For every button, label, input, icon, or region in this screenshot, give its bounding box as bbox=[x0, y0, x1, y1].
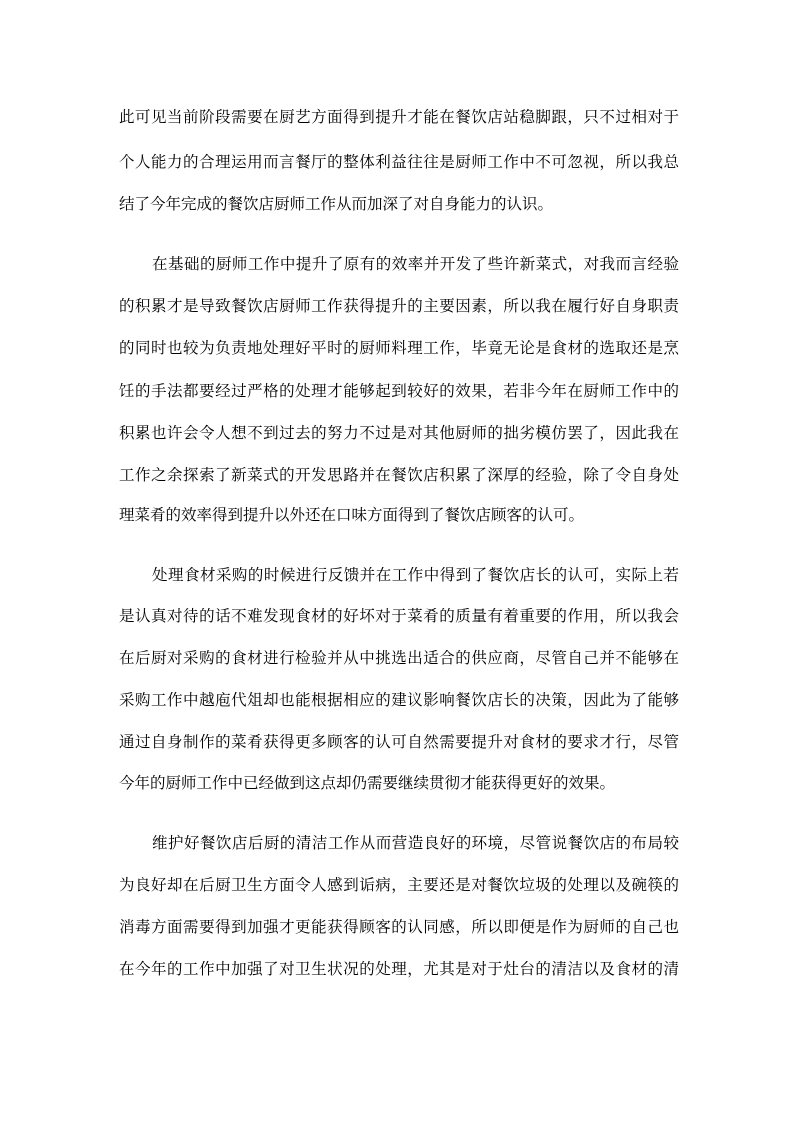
paragraph-2-line-1: 在基础的厨师工作中提升了原有的效率并开发了些许新菜式，对我而言经验 bbox=[152, 255, 679, 273]
paragraph-3-line-1: 处理食材采购的时候进行反馈并在工作中得到了餐饮店长的认可，实际上若 bbox=[152, 566, 679, 584]
paragraph-4-line-4: 在今年的工作中加强了对卫生状况的处理，尤其是对于灶台的清洁以及食材的清 bbox=[119, 960, 679, 978]
paragraph-2-line-7: 理菜肴的效率得到提升以外还在口味方面得到了餐饮店顾客的认可。 bbox=[119, 506, 585, 524]
paragraph-4-line-1: 维护好餐饮店后厨的清洁工作从而营造良好的环境，尽管说餐饮店的布局较 bbox=[152, 834, 679, 852]
paragraph-4-line-3: 消毒方面需要得到加强才更能获得顾客的认同感，所以即便是作为厨师的自己也 bbox=[119, 918, 679, 936]
paragraph-2-line-6: 工作之余探索了新菜式的开发思路并在餐饮店积累了深厚的经验，除了令自身处 bbox=[119, 466, 679, 484]
paragraph-2-line-4: 饪的手法都要经过严格的处理才能够起到较好的效果，若非今年在厨师工作中的 bbox=[119, 382, 679, 400]
paragraph-4-line-2: 为良好却在后厨卫生方面令人感到诟病，主要还是对餐饮垃圾的处理以及碗筷的 bbox=[119, 876, 679, 894]
paragraph-1-line-1: 此可见当前阶段需要在厨艺方面得到提升才能在餐饮店站稳脚跟，只不过相对于 bbox=[119, 108, 679, 126]
paragraph-1-line-2: 个人能力的合理运用而言餐厅的整体利益往往是厨师工作中不可忽视，所以我总 bbox=[119, 153, 679, 171]
paragraph-3-line-2: 是认真对待的话不难发现食材的好坏对于菜肴的质量有着重要的作用，所以我会 bbox=[119, 607, 679, 625]
paragraph-3-line-6: 今年的厨师工作中已经做到这点却仍需要继续贯彻才能获得更好的效果。 bbox=[119, 774, 616, 792]
paragraph-3-line-5: 通过自身制作的菜肴获得更多顾客的认可自然需要提升对食材的要求才行，尽管 bbox=[119, 733, 679, 751]
paragraph-3-line-3: 在后厨对采购的食材进行检验并从中挑选出适合的供应商，尽管自己并不能够在 bbox=[119, 649, 679, 667]
paragraph-2-line-5: 积累也许会令人想不到过去的努力不过是对其他厨师的拙劣模仿罢了，因此我在 bbox=[119, 424, 679, 442]
paragraph-3-line-4: 采购工作中越庖代俎却也能根据相应的建议影响餐饮店长的决策，因此为了能够 bbox=[119, 691, 679, 709]
paragraph-1-line-3: 结了今年完成的餐饮店厨师工作从而加深了对自身能力的认识。 bbox=[119, 195, 554, 213]
paragraph-2-line-3: 的同时也较为负责地处理好平时的厨师料理工作，毕竟无论是食材的选取还是烹 bbox=[119, 339, 679, 357]
paragraph-2-line-2: 的积累才是导致餐饮店厨师工作获得提升的主要因素，所以我在履行好自身职责 bbox=[119, 297, 679, 315]
